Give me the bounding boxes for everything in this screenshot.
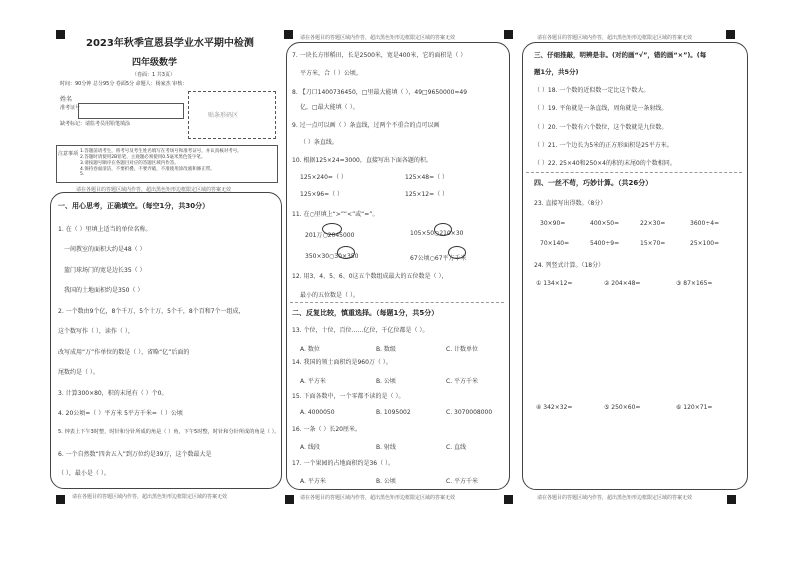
q11a-text: 201万○2045000	[305, 232, 355, 239]
q11-text: 11. 在○里填上“>”“<”或“=”。	[292, 211, 379, 218]
q10a-text: 125×240=（ ）	[300, 174, 347, 181]
page-info: （卷面：1 共3页）	[132, 72, 175, 78]
section-3-title-cont: 题1分，共5分)	[534, 68, 579, 76]
q7-text: 7. 一块长方形稻田，长是2500米，宽是400米，它的面积是（ ）	[292, 52, 467, 59]
q17-option-b[interactable]: B. 公顷	[376, 478, 396, 485]
q6-text: 6. 一个自然数“四舍五入”到万位约是39万，这个数最大是	[58, 451, 212, 458]
registration-mark-top-left	[56, 30, 65, 39]
instruction-line-2: 2.答题时请使用2B铅笔，主观题必须使用0.5毫米黑色签字笔。	[80, 155, 206, 160]
q21-text: （ ）21. 一个边长为5米的正方形面积是25平方米。	[534, 142, 673, 149]
q2b-text: 这个数写作（ ），读作（ ），	[58, 328, 134, 335]
q16-option-c[interactable]: C. 直线	[446, 444, 467, 451]
registration-mark-bottom-left	[56, 495, 65, 504]
q11c-text: 350×30○30×350	[305, 253, 359, 260]
instruction-line-4: 4.保持卷面清洁，不要折叠、不要弄破，不准使用涂改液和修正带。	[80, 167, 215, 172]
instruction-line-5: 5.	[80, 172, 85, 177]
q17-text: 17. 一个果园的占地面积约是36（ ）。	[292, 460, 394, 467]
exam-subject: 四年级数学	[132, 58, 178, 68]
col3-bottom-warning: 请在各题目的答题区域内作答，超出黑色矩形边框限定区域的答案无效	[537, 495, 693, 501]
q1-text: 1. 在（ ）里填上适当的单位名称。	[58, 226, 152, 233]
q5-text: 5. 钟表上下午3时整，时针和分针所成的角是（ ）角，下午5时整，时针和分针所成的角是（ ）。	[58, 429, 280, 435]
q11d-text: 67公顷○67平方千米	[410, 255, 467, 262]
q8b-text: 亿，□最大能填（ ）。	[300, 104, 359, 111]
student-id-grid[interactable]	[78, 103, 184, 119]
student-id-label: 准考证号	[60, 105, 81, 111]
q23-item-1: 30×90=	[540, 220, 566, 227]
q18-text: （ ）18. 一个数的近似数一定比这个数大。	[534, 87, 650, 94]
col2-top-warning: 请在各题目的答题区域内作答，超出黑色矩形边框限定区域的答案无效	[300, 35, 456, 41]
q2c-text: 改写成用“万”作单位的数是（ ），省略“亿”后面的	[58, 349, 190, 356]
instruction-line-3: 3.请按题号顺序在各题目对应的答题区域内作答。	[80, 161, 179, 166]
sticker-label: 贴条形码区	[208, 112, 239, 119]
q23-item-6: 5400÷9=	[590, 240, 620, 247]
col3-top-warning: 请在各题目的答题区域内作答，超出黑色矩形边框限定区域的答案无效	[537, 35, 693, 41]
answer-panel-col1	[50, 192, 282, 489]
q11b-text: 105×50○210×30	[410, 230, 464, 237]
col1-top-warning: 请在各题目的答题区域内作答，超出黑色矩形边框限定区域的答案无效	[76, 187, 232, 193]
q23-item-7: 15×70=	[640, 240, 666, 247]
q24-item-4: ④ 342×32=	[536, 404, 573, 411]
q12-text: 12. 用3、4、5、6、0这五个数组成最大的五位数是（ ），	[292, 273, 448, 280]
q14-option-b[interactable]: B. 公顷	[376, 378, 396, 385]
q15-option-b[interactable]: B. 1095002	[376, 409, 411, 416]
q24-text: 24. 列竖式计算。（18分）	[534, 262, 605, 269]
q15-option-a[interactable]: A. 4000050	[300, 409, 335, 416]
q23-text: 23. 直接写出得数。（8分）	[534, 200, 607, 207]
q24-item-2: ② 204×48=	[604, 280, 641, 287]
q23-item-2: 400×50=	[590, 220, 620, 227]
q15-option-c[interactable]: C. 3070008000	[446, 409, 493, 416]
compare-circle-2[interactable]	[434, 223, 452, 236]
q9-text: 9. 过一点可以画（ ）条直线，过两个不重合的点可以画	[292, 122, 440, 129]
q4-text: 4. 20公顷=（ ）平方米 5平方千米=（ ）公顷	[58, 410, 183, 417]
q1b-text: 篮门球场门的宽是边长35（ ）	[64, 267, 146, 274]
q1c-text: 我国的土地面积约是350（ ）	[64, 287, 144, 294]
q22-text: （ ）22. 25×40和250×4的积的末尾0的个数相同。	[534, 160, 676, 167]
q8-text: 8. 【刀口1400736450，□里最大能填（ ），49□9650000≈49	[292, 89, 468, 96]
q10-text: 10. 根据125×24=3000，直接写出下面各题的积。	[292, 157, 432, 164]
section-1-title: 一、用心思考，正确填空。（每空1分，共30分）	[58, 202, 210, 210]
registration-mark-top-right	[504, 30, 513, 39]
q13-option-c[interactable]: C. 计数单位	[446, 346, 479, 353]
q9b-text: （ ）条直线。	[300, 139, 338, 146]
exam-meta: 时间：90分钟 总分95分 卷面5分 命题人：杨家杰 审核：	[60, 81, 188, 87]
q24-item-5: ⑤ 250×60=	[604, 404, 641, 411]
exam-title: 2023年秋季宣恩县学业水平期中检测	[86, 38, 254, 49]
q3-text: 3. 计算300×80，积的末尾有（ ）个0。	[58, 390, 168, 397]
section-3-title: 三、仔细推敲，明辨是非。(对的画“√”，错的画“×”)。(每	[534, 51, 707, 59]
q24-item-1: ① 134×12=	[536, 280, 573, 287]
q23-item-3: 22×30=	[640, 220, 666, 227]
instructions-label: 注意事项	[58, 151, 79, 157]
q13-option-b[interactable]: B. 数级	[376, 346, 396, 353]
q2d-text: 尾数约是（ ）。	[58, 369, 99, 376]
q15-text: 15. 下面各数中，一个零都不读的是（ ）。	[292, 393, 405, 400]
q14-option-c[interactable]: C. 平方千米	[446, 378, 479, 385]
q24-item-3: ③ 87×165=	[676, 280, 713, 287]
q17-option-c[interactable]: C. 平方千米	[446, 478, 479, 485]
q16-option-b[interactable]: B. 射线	[376, 444, 396, 451]
compare-circle-4[interactable]	[448, 246, 466, 259]
q10c-text: 125×96=（ ）	[300, 191, 344, 198]
compare-circle-1[interactable]	[322, 223, 342, 235]
name-label: 姓名	[60, 96, 73, 103]
q19-text: （ ）19. 平角就是一条直线，周角就是一条射线。	[534, 105, 668, 112]
registration-mark-top-mid	[284, 30, 293, 39]
q1a-text: 一间教室的面积大约是48（ ）	[64, 246, 146, 253]
q14-option-a[interactable]: A. 平方米	[300, 378, 326, 385]
registration-mark-bottom-far-right	[727, 495, 736, 504]
col1-bottom-warning: 请在各题目的答题区域内作答，超出黑色矩形边框限定区域的答案无效	[72, 494, 228, 500]
q16-text: 16. 一条（ ）长20厘米。	[292, 426, 361, 433]
q13-option-a[interactable]: A. 数位	[300, 346, 320, 353]
absent-mark-note: 缺考标记：请监考员用铅笔填涂	[60, 121, 131, 127]
q17-option-a[interactable]: A. 平方米	[300, 478, 326, 485]
q12b-text: 最小的五位数是（ ）。	[300, 292, 359, 299]
divider-col3	[526, 172, 742, 173]
q23-item-5: 70×140=	[540, 240, 570, 247]
registration-mark-bottom-mid	[285, 495, 294, 504]
q2-text: 2. 一个数由9个亿，8个千万，5个十万，5个千，8个百和7个一组成，	[58, 308, 245, 315]
q7b-text: 平方米，合（ ）公顷。	[300, 70, 362, 77]
compare-circle-3[interactable]	[337, 246, 355, 259]
divider-col2	[290, 302, 504, 303]
q13-text: 13. 个位，十位，百位……亿位，千亿位都是（ ）。	[292, 327, 429, 334]
q10d-text: 125×12=（ ）	[405, 191, 449, 198]
q24-item-6: ⑥ 120×71=	[676, 404, 713, 411]
instruction-line-1: 1.答题前请考生，将考号及考生姓名填写在考场号和准考证号，并认真核对考号。	[80, 149, 242, 154]
q14-text: 14. 我国的领土面积约是960万（ ）。	[292, 359, 392, 366]
q23-item-4: 3600÷4=	[690, 220, 720, 227]
registration-mark-bottom-right	[504, 495, 513, 504]
registration-mark-top-far-right	[726, 30, 735, 39]
section-2-title: 二、反复比较，慎重选择。（每题1分，共5分）	[292, 309, 439, 317]
q16-option-a[interactable]: A. 线段	[300, 444, 320, 451]
q23-item-8: 25×100=	[690, 240, 720, 247]
section-4-title: 四、一丝不苟，巧妙计算。（共26分）	[534, 179, 653, 187]
col2-bottom-warning: 请在各题目的答题区域内作答，超出黑色矩形边框限定区域的答案无效	[300, 495, 456, 501]
q10b-text: 125×48=（ ）	[405, 174, 449, 181]
q6b-text: （ ），最小是（ ）。	[58, 470, 110, 477]
q20-text: （ ）20. 一个数有六个数位，这个数就是九位数。	[534, 124, 668, 131]
